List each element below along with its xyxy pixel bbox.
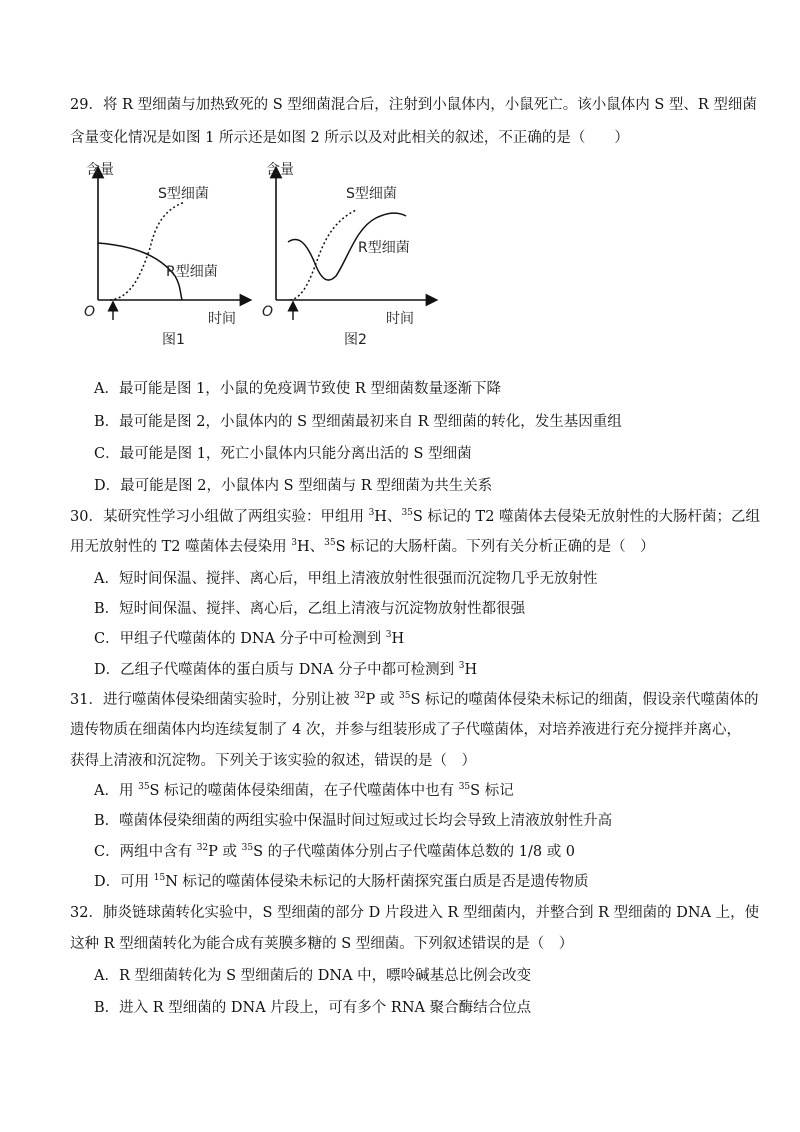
fig1-s-label: S型细菌 [158,186,209,202]
fig1-caption: 图1 [162,332,185,348]
q30-stem-line2: 用无放射性的 T2 噬菌体去侵染用 $^3$H、$^{35}$S 标记的大肠杆菌。下列有关分析正确的是（ ） [70,538,655,555]
fig1-r-label: R型细菌 [166,264,218,280]
q30-option-a: A．短时间保温、搅拌、离心后，甲组上清液放射性很强而沉淀物几乎无放射性 [94,571,598,587]
figure-1 [80,158,260,358]
fig1-origin: O [84,304,96,320]
q31-option-b: B．噬菌体侵染细菌的两组实验中保温时间过短或过长均会导致上清液放射性升高 [94,813,613,829]
q32-stem-line2: 这种 R 型细菌转化为能合成有荚膜多糖的 S 型细菌。下列叙述错误的是（ ） [70,936,574,952]
q30-option-d: D．乙组子代噬菌体的蛋白质与 DNA 分子中都可检测到 $^3$H [94,661,478,678]
q31-option-c: C．两组中含有 $^{32}$P 或 $^{35}$S 的子代噬菌体分别占子代噬菌体总数的 1/8 或 0 [94,843,576,860]
q29-option-a: A．最可能是图 1，小鼠的免疫调节致使 R 型细菌数量逐渐下降 [94,381,501,397]
q30-option-c: C．甲组子代噬菌体的 DNA 分子中可检测到 $^3$H [94,630,405,647]
fig2-caption: 图2 [344,332,367,348]
q32-stem-line1: 32．肺炎链球菌转化实验中，S 型细菌的部分 D 片段进入 R 型细菌内，并整合到 R 型细菌的 DNA 上，使 [70,905,760,921]
q31-option-a: A．用 $^{35}$S 标记的噬菌体侵染细菌，在子代噬菌体中也有 $^{35}$S 标记 [94,782,514,799]
fig2-origin: O [262,304,274,320]
fig1-s-curve [110,202,185,300]
q30-stem-line1: 30．某研究性学习小组做了两组实验：甲组用 $^3$H、$^{35}$S 标记的 T2 噬菌体去侵染无放射性的大肠杆菌；乙组 [70,508,761,525]
fig1-x-label: 时间 [208,311,236,327]
q29-option-b: B．最可能是图 2，小鼠体内的 S 型细菌最初来自 R 型细菌的转化，发生基因重组 [94,414,622,430]
figure-2 [258,158,448,358]
fig2-y-label: 含量 [266,162,294,178]
fig2-s-curve [290,210,356,300]
q31-stem-line2: 遗传物质在细菌体内均连续复制了 4 次，并参与组装形成了子代噬菌体，对培养液进行充分搅拌并离心， [70,722,741,738]
q32-option-b: B．进入 R 型细菌的 DNA 片段上，可有多个 RNA 聚合酶结合位点 [94,1000,532,1016]
q31-stem-line1: 31．进行噬菌体侵染细菌实验时，分别让被 $^{32}$P 或 $^{35}$S 标记的噬菌体侵染未标记的细菌，假设亲代噬菌体的 [70,691,759,708]
q29-option-c: C．最可能是图 1，死亡小鼠体内只能分离出活的 S 型细菌 [94,446,472,462]
q29-stem-line1: 29．将 R 型细菌与加热致死的 S 型细菌混合后，注射到小鼠体内，小鼠死亡。该小鼠体内 S 型、R 型细菌 [70,97,757,113]
q31-option-d: D．可用 $^{15}$N 标记的噬菌体侵染未标记的大肠杆菌探究蛋白质是否是遗传物质 [94,873,589,890]
fig2-x-label: 时间 [386,311,414,327]
fig2-s-label: S型细菌 [346,186,397,202]
q29-option-d: D．最可能是图 2，小鼠体内 S 型细菌与 R 型细菌为共生关系 [94,478,493,494]
q29-stem-line2: 含量变化情况是如图 1 所示还是如图 2 所示以及对此相关的叙述，不正确的是（ ） [70,130,629,146]
q32-option-a: A．R 型细菌转化为 S 型细菌后的 DNA 中，嘌呤碱基总比例会改变 [94,968,532,984]
q30-option-b: B．短时间保温、搅拌、离心后，乙组上清液与沉淀物放射性都很强 [94,601,526,617]
fig2-r-label: R型细菌 [358,240,410,256]
fig1-y-label: 含量 [86,162,114,178]
q31-stem-line3: 获得上清液和沉淀物。下列关于该实验的叙述，错误的是（ ） [70,753,476,769]
